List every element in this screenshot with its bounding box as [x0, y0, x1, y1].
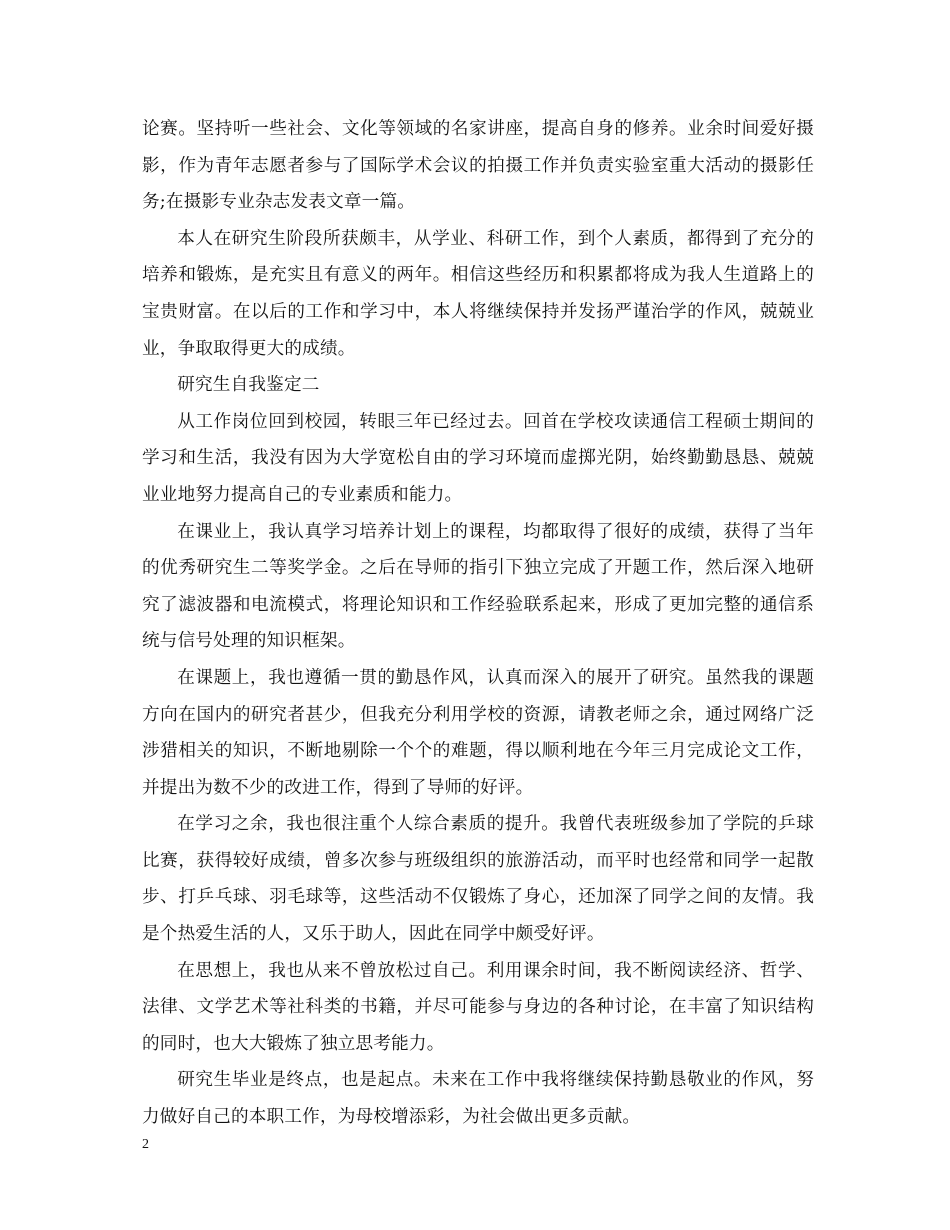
document-body [142, 111, 814, 1136]
paragraph-thinking: 在思想上，我也从来不曾放松过自己。利用课余时间，我不断阅读经济、哲学、法律、文学艺术等社科类的书籍，并尽可能参与身边的各种讨论，在丰富了知识结构的同时，也大大锻炼了独立思考能力。 [142, 960, 814, 1054]
paragraph-summary: 本人在研究生阶段所获颇丰，从学业、科研工作，到个人素质，都得到了充分的培养和锻炼，是充实且有意义的两年。相信这些经历和积累都将成为我人生道路上的宝贵财富。在以后的工作和学习中，本人将继续保持并发扬严谨治学的作风，兢兢业业，争取取得更大的成绩。 [142, 228, 814, 359]
paragraph-conclusion: 研究生毕业是终点，也是起点。未来在工作中我将继续保持勤恳敬业的作风，努力做好自己的本职工作，为母校增添彩，为社会做出更多贡献。 [142, 1070, 814, 1128]
paragraph-continuation: 论赛。坚持听一些社会、文化等领域的名家讲座，提高自身的修养。业余时间爱好摄影，作为青年志愿者参与了国际学术会议的拍摄工作并负责实验室重大活动的摄影任务;在摄影专业杂志发表文章一篇。 [142, 119, 814, 213]
paragraph-activities: 在学习之余，我也很注重个人综合素质的提升。我曾代表班级参加了学院的乒球比赛，获得较好成绩，曾多次参与班级组织的旅游活动，而平时也经常和同学一起散步、打乒乓球、羽毛球等，这些活动不仅锻炼了身心，还加深了同学之间的友情。我是个热爱生活的人，又乐于助人，因此在同学中颇受好评。 [142, 814, 814, 945]
paragraph-coursework: 在课业上，我认真学习培养计划上的课程，均都取得了很好的成绩，获得了当年的优秀研究生二等奖学金。之后在导师的指引下独立完成了开题工作，然后深入地研究了滤波器和电流模式，将理论知识和工作经验联系起来，形成了更加完整的通信系统与信号处理的知识框架。 [142, 521, 814, 652]
paragraph-research: 在课题上，我也遵循一贯的勤恳作风，认真而深入的展开了研究。虽然我的课题方向在国内的研究者甚少，但我充分利用学校的资源，请教老师之余，通过网络广泛涉猎相关的知识，不断地剔除一个个的难题，得以顺利地在今年三月完成论文工作，并提出为数不少的改进工作，得到了导师的好评。 [142, 667, 814, 798]
page-number: 2 [142, 1137, 149, 1152]
paragraph-intro: 从工作岗位回到校园，转眼三年已经过去。回首在学校攻读通信工程硕士期间的学习和生活，我没有因为大学宽松自由的学习环境而虚掷光阴，始终勤勤恳恳、兢兢业业地努力提高自己的专业素质和能力。 [142, 411, 814, 505]
section-heading: 研究生自我鉴定二 [177, 375, 320, 396]
